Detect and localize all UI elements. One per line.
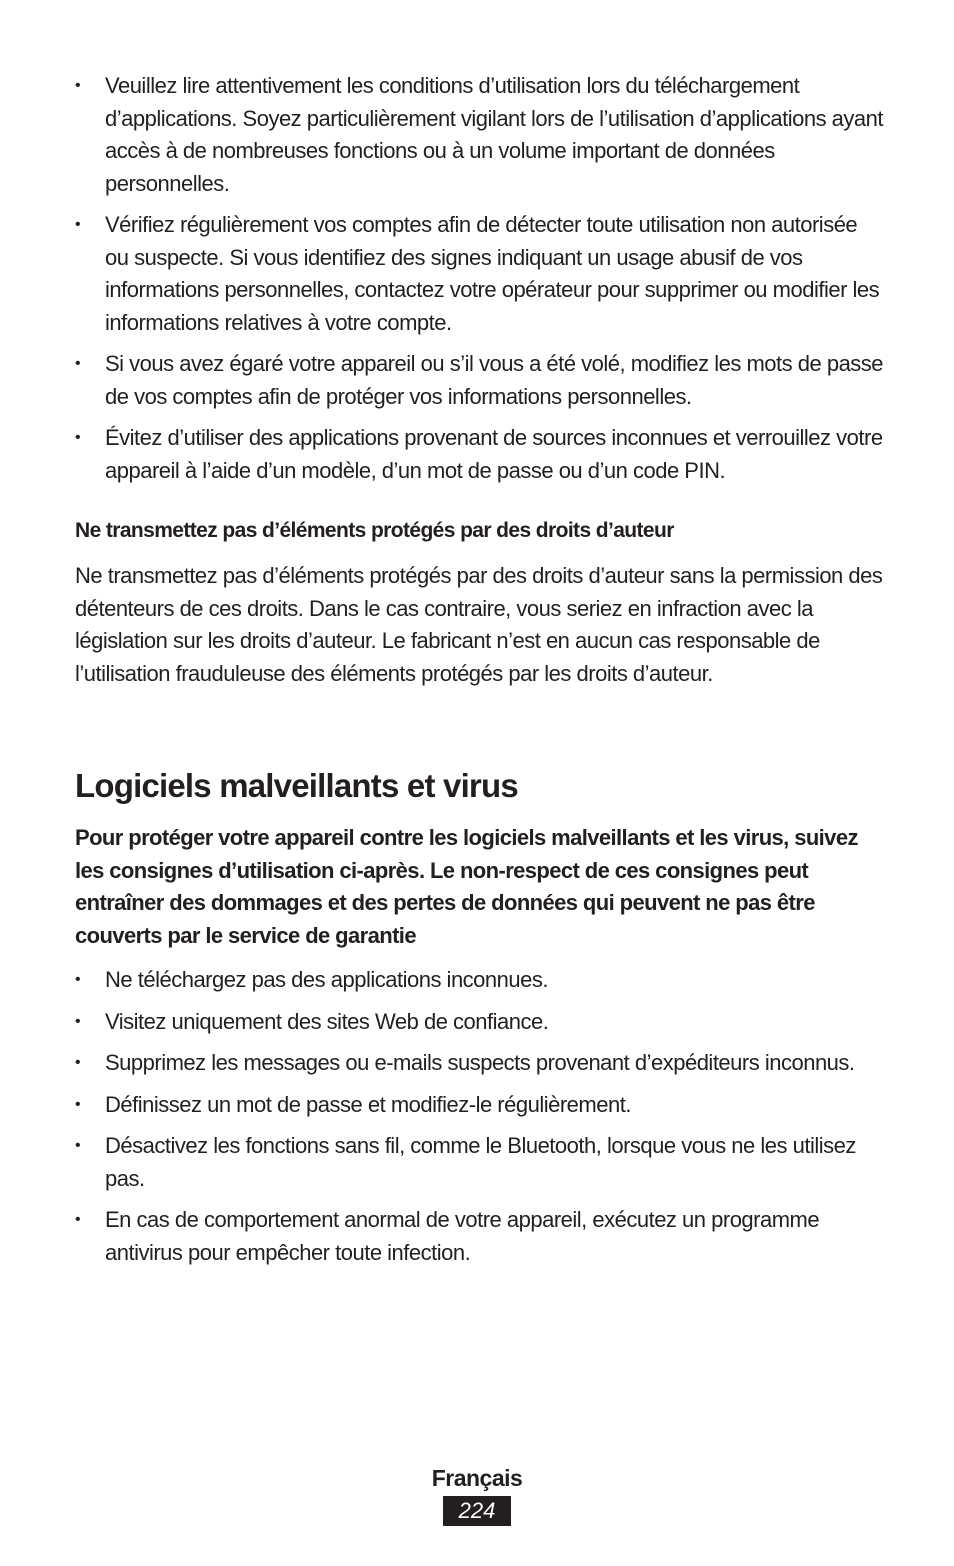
bullet-icon: •: [75, 216, 81, 233]
list-item-text: Vérifiez régulièrement vos comptes afin de détecter toute utilisation non autorisée ou suspecte. Si vous identifiez des signes indiquant un usage abusif de vos informations personnelles, contactez votre opérateur pour supprimer ou modifier les informations relatives à votre compte.: [105, 212, 880, 335]
malware-tips-list: [75, 964, 885, 1269]
bullet-icon: •: [75, 971, 81, 988]
bullet-icon: •: [75, 1054, 81, 1071]
copyright-paragraph: Ne transmettez pas d’éléments protégés par des droits d’auteur sans la permission des détenteurs de ces droits. Dans le cas contraire, vous seriez en infraction avec la législation sur les droits d’auteur. Le fabricant n’est en aucun cas responsable de l’utilisation frauduleuse des éléments protégés par les droits d’auteur.: [75, 563, 883, 686]
list-item: [75, 1204, 885, 1269]
bullet-icon: •: [75, 77, 81, 94]
list-item-text: Désactivez les fonctions sans fil, comme le Bluetooth, lorsque vous ne les utilisez pas.: [105, 1133, 856, 1191]
list-item-text: Ne téléchargez pas des applications inconnues.: [105, 967, 548, 992]
section-intro: Pour protéger votre appareil contre les logiciels malveillants et les virus, suivez les consignes d’utilisation ci-après. Le non-respect de ces consignes peut entraîner des dommages et des pertes de données qui peuvent ne pas être couverts par le service de garantie: [75, 825, 858, 948]
list-item: [75, 1089, 885, 1122]
list-item: [75, 1130, 885, 1195]
bullet-icon: •: [75, 429, 81, 446]
list-item-text: Supprimez les messages ou e-mails suspects provenant d’expéditeurs inconnus.: [105, 1050, 855, 1075]
bullet-icon: •: [75, 1095, 81, 1113]
list-item: [75, 964, 885, 997]
list-item: [75, 1047, 885, 1080]
list-item-text: Veuillez lire attentivement les conditions d’utilisation lors du téléchargement d’applications. Soyez particulièrement vigilant lors de l’utilisation d’applications ayant accès à de nombreuses fonctions ou à un volume important de données personnelles.: [105, 73, 884, 196]
list-item-text: Définissez un mot de passe et modifiez-le régulièrement.: [105, 1091, 631, 1117]
security-tips-list: [75, 70, 885, 487]
bullet-icon: •: [75, 1012, 81, 1030]
list-item: [75, 209, 885, 339]
bullet-icon: •: [75, 1137, 81, 1154]
list-item-text: En cas de comportement anormal de votre appareil, exécutez un programme antivirus pour empêcher toute infection.: [105, 1207, 820, 1265]
list-item: [75, 1006, 885, 1039]
list-item: [75, 348, 885, 413]
list-item: [75, 70, 885, 200]
footer-language: Français: [431, 1465, 523, 1491]
document-page: [75, 70, 885, 1278]
list-item: [75, 422, 885, 487]
list-item-text: Si vous avez égaré votre appareil ou s’il vous a été volé, modifiez les mots de passe de vos comptes afin de protéger vos informations personnelles.: [105, 351, 884, 409]
copyright-heading: Ne transmettez pas d’éléments protégés par des droits d’auteur: [75, 519, 674, 542]
section-title: Logiciels malveillants et virus: [75, 767, 518, 804]
bullet-icon: •: [75, 1211, 81, 1228]
bullet-icon: •: [75, 355, 81, 372]
page-footer: [0, 1462, 954, 1526]
list-item-text: Visitez uniquement des sites Web de confiance.: [105, 1008, 549, 1034]
page-number: 224: [443, 1496, 511, 1526]
list-item-text: Évitez d’utiliser des applications provenant de sources inconnues et verrouillez votre appareil à l’aide d’un modèle, d’un mot de passe ou d’un code PIN.: [105, 425, 883, 483]
